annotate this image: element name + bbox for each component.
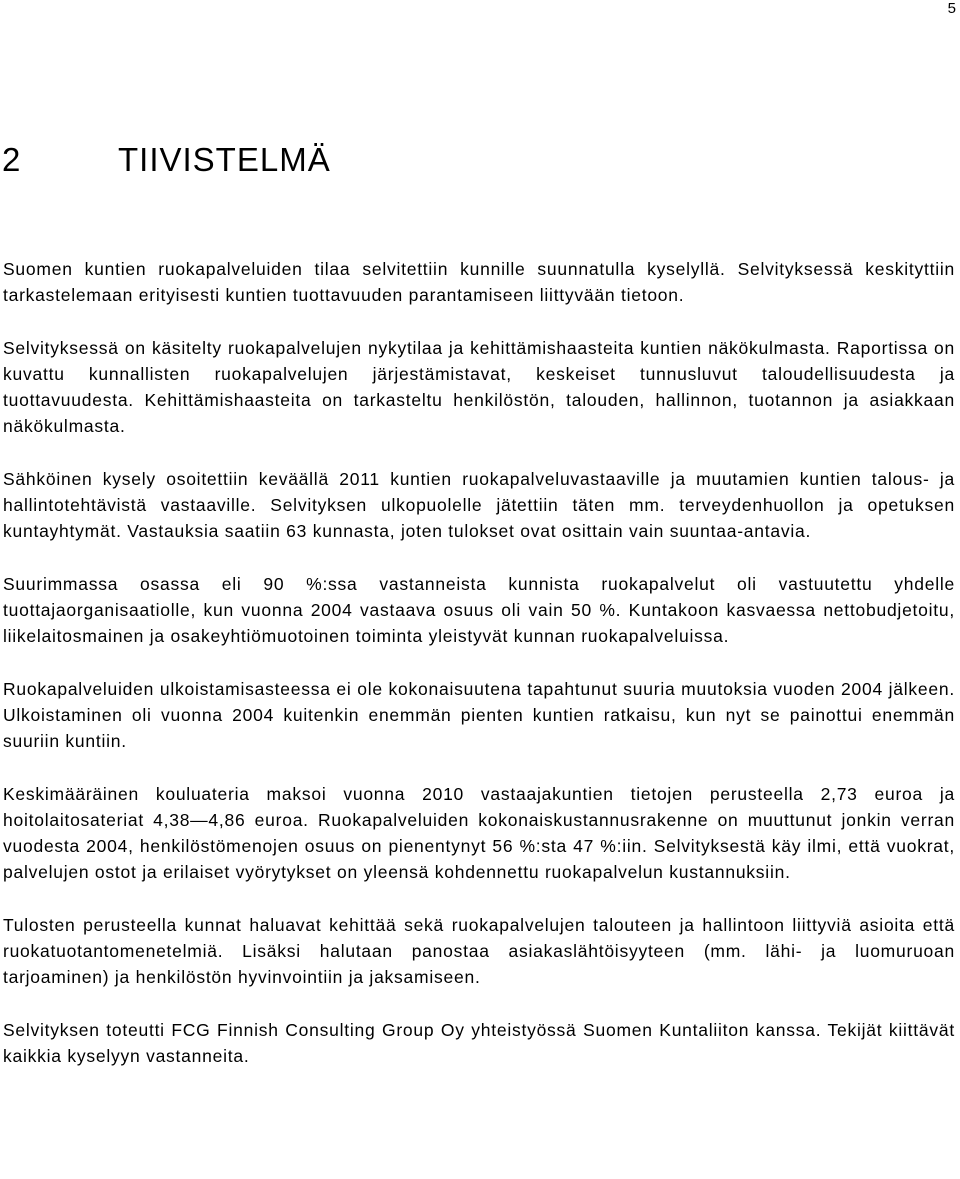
section-number: 2 [2,141,22,178]
summary-body [3,256,955,1096]
paragraph-scope: Selvityksessä on käsitelty ruokapalvelujen nykytilaa ja kehittämishaasteita kuntien näkökulmasta. Raportissa on kuvattu kunnallisten ruokapalvelujen järjestämistavat, keskeiset tunnusluvut taloudellisuudesta ja tuottavuudesta. Kehittämishaasteita on tarkasteltu henkilöstön, talouden, hallinnon, tuotannon ja asiakkaan näkökulmasta. [3,338,955,436]
paragraph-acknowledgement: Selvityksen toteutti FCG Finnish Consulting Group Oy yhteistyössä Suomen Kuntaliiton kanssa. Tekijät kiittävät kaikkia kyselyyn vastanneita. [3,1020,955,1066]
paragraph-outsourcing: Ruokapalveluiden ulkoistamisasteessa ei ole kokonaisuutena tapahtunut suuria muutoksia vuoden 2004 jälkeen. Ulkoistaminen oli vuonna 2004 kuitenkin enemmän pienten kuntien ratkaisu, kun nyt se painottui enemmän suuriin kuntiin. [3,679,955,751]
section-title: TIIVISTELMÄ [118,141,331,178]
section-heading [2,140,331,180]
paragraph-survey: Sähköinen kysely osoitettiin keväällä 2011 kuntien ruokapalveluvastaaville ja muutamien kuntien talous- ja hallintotehtävistä vastaaville. Selvityksen ulkopuolelle jätettiin täten mm. terveydenhuollon ja opetuksen kuntayhtymät. Vastauksia saatiin 63 kunnasta, joten tulokset ovat osittain vain suuntaa-antavia. [3,469,955,541]
paragraph-costs: Keskimääräinen kouluateria maksoi vuonna 2010 vastaajakuntien tietojen perusteella 2,73 euroa ja hoitolaitosateriat 4,38—4,86 euroa. Ruokapalveluiden kokonaiskustannusrakenne on muuttunut jonkin verran vuodesta 2004, henkilöstömenojen osuus on pienentynyt 56 %:sta 47 %:iin. Selvityksestä käy ilmi, että vuokrat, palvelujen ostot ja erilaiset vyörytykset on yleensä kohdennettu ruokapalvelun kustannuksiin. [3,784,955,882]
paragraph-intro: Suomen kuntien ruokapalveluiden tilaa selvitettiin kunnille suunnatulla kyselyllä. Selvityksessä keskityttiin tarkastelemaan erityisesti kuntien tuottavuuden parantamiseen liittyvään tietoon. [3,259,955,305]
paragraph-development: Tulosten perusteella kunnat haluavat kehittää sekä ruokapalvelujen talouteen ja hallintoon liittyviä asioita että ruokatuotantomenetelmiä. Lisäksi halutaan panostaa asiakaslähtöisyyteen (mm. lähi- ja luomuruoan tarjoaminen) ja henkilöstön hyvinvointiin ja jaksamiseen. [3,915,955,987]
page-number: 5 [947,0,956,17]
paragraph-organisation: Suurimmassa osassa eli 90 %:ssa vastanneista kunnista ruokapalvelut oli vastuutettu yhdelle tuottajaorganisaatiolle, kun vuonna 2004 vastaava osuus oli vain 50 %. Kuntakoon kasvaessa nettobudjetoitu, liikelaitosmainen ja osakeyhtiömuotoinen toiminta yleistyvät kunnan ruokapalveluissa. [3,574,955,646]
